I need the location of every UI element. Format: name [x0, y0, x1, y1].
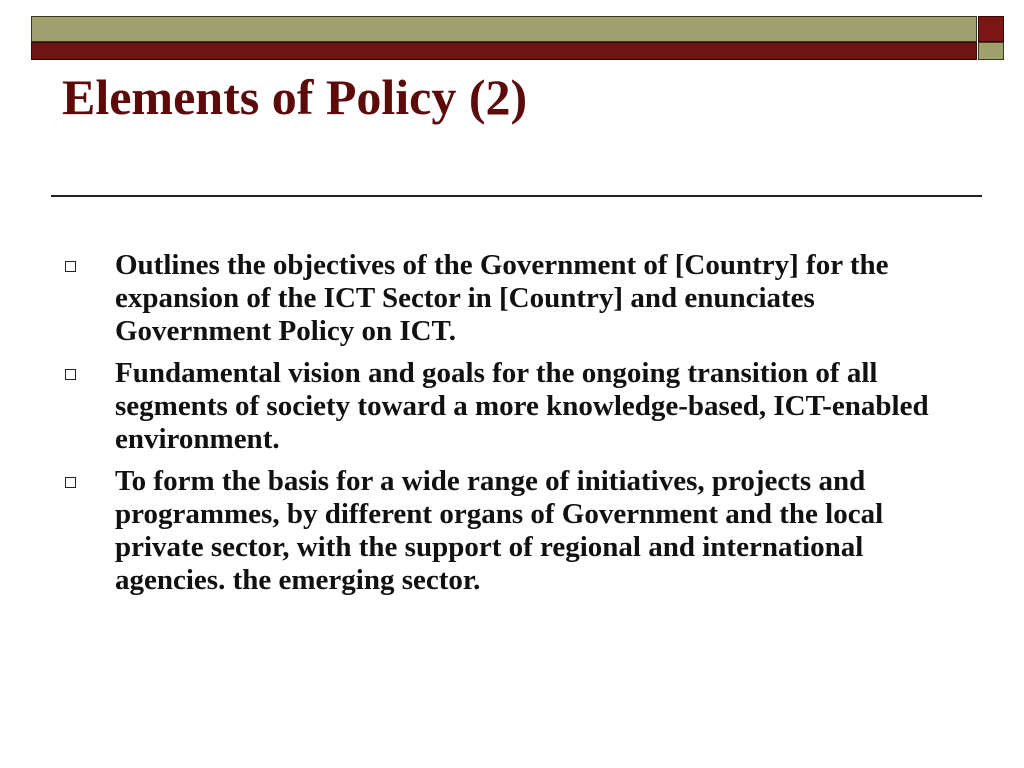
hollow-square-bullet-icon: [65, 261, 76, 272]
bullet-text: Outlines the objectives of the Government of [Country] for the expansion of the ICT Sector in [Country] and enunciates Government Policy on ICT.: [115, 249, 889, 347]
bullet-text: Fundamental vision and goals for the ongoing transition of all segments of society toward a more knowledge-based, ICT-enabled environment.: [115, 357, 929, 455]
bullet-item: [62, 465, 972, 597]
title-divider: [51, 195, 982, 197]
header-olive-bar: [31, 16, 977, 42]
bullet-item: [62, 249, 972, 348]
corner-maroon-square: [978, 16, 1004, 42]
bullet-item: [62, 357, 972, 456]
hollow-square-bullet-icon: [65, 369, 76, 380]
slide-title: Elements of Policy (2): [62, 69, 528, 125]
bullet-text: To form the basis for a wide range of initiatives, projects and programmes, by different organs of Government and the local private sector, with the support of regional and international agencies. the emerging sector.: [115, 465, 884, 596]
header-maroon-bar: [31, 42, 977, 60]
corner-olive-square: [978, 42, 1004, 60]
bullet-list: [62, 249, 972, 606]
hollow-square-bullet-icon: [65, 477, 76, 488]
